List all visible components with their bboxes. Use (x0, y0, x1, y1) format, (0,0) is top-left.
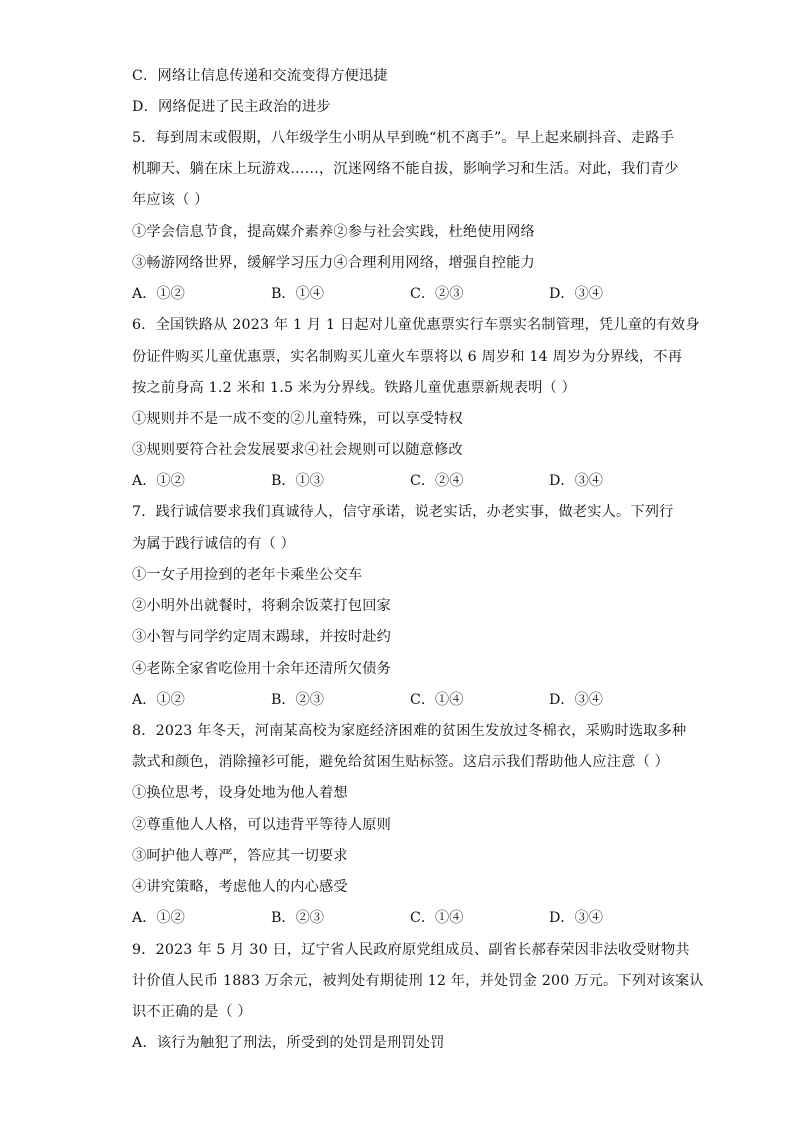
q5-option-c: C．②③ (410, 286, 464, 302)
q8-stem-line-1: 8．2023 年冬天，河南某高校为家庭经济困难的贫困生发放过冬棉衣，采购时选取多种 (132, 723, 687, 739)
q5-option-a: A．①② (132, 286, 185, 302)
q8-statement-3: ③呵护他人尊严，答应其一切要求 (132, 848, 348, 864)
q7-option-b: B．②③ (271, 692, 324, 708)
q6-stem-line-2: 份证件购买儿童优惠票，实名制购买儿童火车票将以 6 周岁和 14 周岁为分界线，不再 (132, 349, 683, 365)
q6-option-d: D．③④ (549, 473, 603, 489)
q8-statement-2: ②尊重他人人格，可以违背平等待人原则 (132, 817, 391, 833)
q6-stem-line-3: 按之前身高 1.2 米和 1.5 米为分界线。铁路儿童优惠票新规表明（ ） (132, 380, 576, 396)
q7-statement-1: ①一女子用捡到的老年卡乘坐公交车 (132, 567, 363, 583)
q9-stem-line-3: 识不正确的是（ ） (132, 1004, 252, 1020)
q8-statement-1: ①换位思考，设身处地为他人着想 (132, 785, 348, 801)
q5-stem-line-2: 机聊天、躺在床上玩游戏……，沉迷网络不能自拔，影响学习和生活。对此，我们青少 (132, 161, 679, 177)
q8-option-b: B．②③ (271, 910, 324, 926)
q7-stem-line-1: 7．践行诚信要求我们真诚待人，信守承诺，说老实话，办老实事，做老实人。下列行 (132, 504, 674, 520)
q8-option-c: C．①④ (410, 910, 464, 926)
q6-option-c: C．②④ (410, 473, 464, 489)
option-c-q4: C．网络让信息传递和交流变得方便迅捷 (132, 68, 388, 84)
q7-statement-3: ③小智与同学约定周末踢球，并按时赴约 (132, 629, 391, 645)
q6-statements-1: ①规则并不是一成不变的②儿童特殊，可以享受特权 (132, 411, 463, 427)
q6-option-a: A．①② (132, 473, 185, 489)
q7-stem-line-2: 为属于践行诚信的有（ ） (132, 536, 295, 552)
q9-stem-line-2: 计价值人民币 1883 万余元，被判处有期徒刑 12 年，并处罚金 200 万元。下列对该案认 (132, 973, 704, 989)
q8-option-a: A．①② (132, 910, 185, 926)
q8-stem-line-2: 款式和颜色，消除撞衫可能，避免给贫困生贴标签。这启示我们帮助他人应注意（ ） (132, 754, 670, 770)
q8-option-d: D．③④ (549, 910, 603, 926)
q7-option-d: D．③④ (549, 692, 603, 708)
q5-statements-2: ③畅游网络世界，缓解学习压力④合理利用网络，增强自控能力 (132, 255, 535, 271)
q6-stem-line-1: 6．全国铁路从 2023 年 1 月 1 日起对儿童优惠票实行车票实名制管理，凭儿童的有效身 (132, 317, 700, 333)
q5-option-d: D．③④ (549, 286, 603, 302)
q9-stem-line-1: 9．2023 年 5 月 30 日，辽宁省人民政府原党组成员、副省长郝春荣因非法收受财物共 (132, 942, 690, 958)
q5-statements-1: ①学会信息节食，提高媒介素养②参与社会实践，杜绝使用网络 (132, 224, 535, 240)
q6-option-b: B．①③ (271, 473, 324, 489)
q9-option-a: A．该行为触犯了刑法，所受到的处罚是刑罚处罚 (132, 1035, 445, 1051)
q6-statements-2: ③规则要符合社会发展要求④社会规则可以随意修改 (132, 442, 463, 458)
q5-option-b: B．①④ (271, 286, 324, 302)
option-d-q4: D．网络促进了民主政治的进步 (132, 99, 331, 115)
q7-option-c: C．①④ (410, 692, 464, 708)
q7-option-a: A．①② (132, 692, 185, 708)
q8-statement-4: ④讲究策略，考虑他人的内心感受 (132, 879, 348, 895)
q5-stem-line-1: 5．每到周末或假期，八年级学生小明从早到晚“机不离手”。早上起来刷抖音、走路手 (132, 130, 675, 146)
q5-stem-line-3: 年应该（ ） (132, 192, 209, 208)
q7-statement-2: ②小明外出就餐时，将剩余饭菜打包回家 (132, 598, 391, 614)
q7-statement-4: ④老陈全家省吃俭用十余年还清所欠债务 (132, 661, 391, 677)
